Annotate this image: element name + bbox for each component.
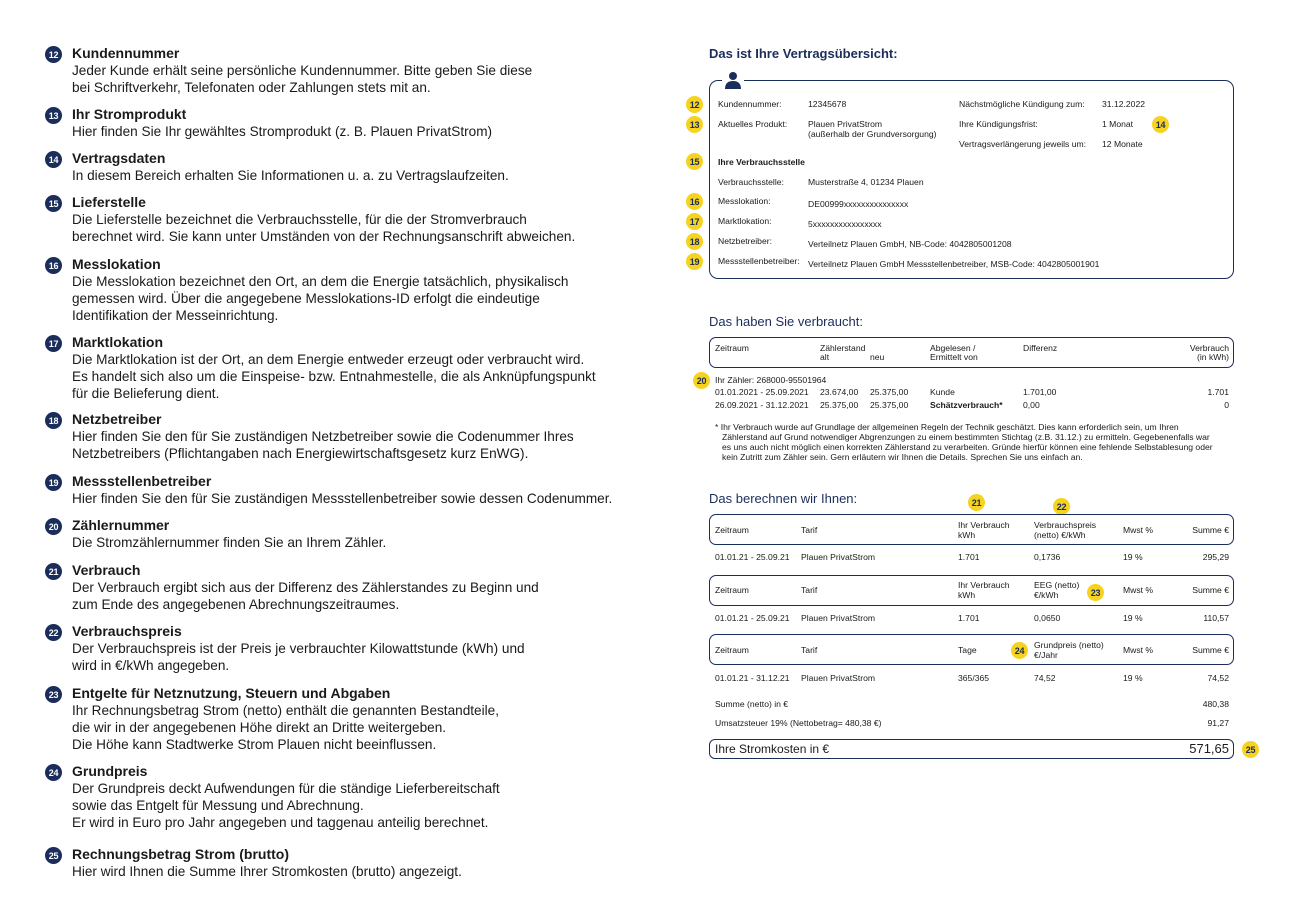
- melo: DE00999xxxxxxxxxxxxxxx: [808, 199, 909, 209]
- t3-days: 365/365: [958, 673, 990, 683]
- product-label: Aktuelles Produkt:: [718, 119, 788, 129]
- cons-row-1-new: 25.375,00: [870, 387, 909, 397]
- marker-22: 22: [1053, 498, 1070, 515]
- explanation-item: [72, 517, 652, 551]
- explanation-title: Ihr Stromprodukt: [72, 106, 187, 122]
- explanation-title: Netzbetreiber: [72, 411, 162, 427]
- explanation-text: [72, 273, 652, 324]
- malo: 5xxxxxxxxxxxxxxxx: [808, 219, 882, 229]
- explanation-item: [72, 106, 652, 140]
- customer-number: 12345678: [808, 99, 847, 109]
- explanation-item: [72, 763, 652, 831]
- explanation-text: [72, 863, 652, 880]
- explanation-line: Die Marktlokation ist der Ort, an dem Energie entweder erzeugt oder verbraucht wird.: [72, 352, 585, 367]
- explanation-title: Verbrauchspreis: [72, 623, 182, 639]
- col-diff: Differenz: [1023, 343, 1058, 353]
- explanation-text: [72, 211, 652, 245]
- explanation-item: [72, 846, 652, 880]
- billing-heading: Das berechnen wir Ihnen:: [709, 491, 858, 506]
- explanation-title: Verbrauch: [72, 562, 141, 578]
- explanation-number-25: 25: [45, 847, 62, 864]
- t3-tariff: Plauen PrivatStrom: [801, 673, 876, 683]
- explanation-number-13: 13: [45, 107, 62, 124]
- explanation-number-14: 14: [45, 151, 62, 168]
- explanation-item: [72, 562, 652, 613]
- t2-h-sum: Summe €: [1192, 585, 1229, 595]
- marker-21: 21: [968, 494, 985, 511]
- total-label: Ihre Stromkosten in €: [715, 742, 830, 756]
- t2-h-usage: Ihr Verbrauch: [958, 580, 1010, 590]
- cons-row-2-usage: 0: [1224, 400, 1229, 410]
- explanation-text: [72, 534, 652, 551]
- msb-label: Messstellenbetreiber:: [718, 256, 800, 266]
- explanation-line: Die Stromzählernummer finden Sie an Ihrem Zähler.: [72, 535, 387, 550]
- t3-h-vat: Mwst %: [1123, 645, 1154, 655]
- explanation-text: [72, 490, 652, 507]
- t1-h-usage: Ihr Verbrauch: [958, 520, 1010, 530]
- explanation-text: [72, 702, 652, 753]
- cons-row-1-usage: 1.701: [1207, 387, 1229, 397]
- explanation-number-16: 16: [45, 257, 62, 274]
- explanation-text: [72, 167, 652, 184]
- col-meter: Zählerstand: [820, 343, 866, 353]
- explanation-line: Netzbetreibers (Pflichtangaben nach Energiewirtschaftsgesetz kurz EnWG).: [72, 446, 529, 461]
- explanation-text: [72, 579, 652, 613]
- explanation-title: Lieferstelle: [72, 194, 146, 210]
- explanation-text: [72, 640, 652, 674]
- cons-row-1-read: Kunde: [930, 387, 955, 397]
- t1-sum: 295,29: [1202, 552, 1229, 562]
- col-usage-unit: (in kWh): [1197, 352, 1229, 362]
- t3-sum: 74,52: [1207, 673, 1229, 683]
- next-cancel-label: Nächstmögliche Kündigung zum:: [959, 99, 1085, 109]
- explanation-line: Hier finden Sie Ihr gewähltes Stromprodukt (z. B. Plauen PrivatStrom): [72, 124, 493, 139]
- explanation-item: [72, 194, 652, 245]
- explanation-line: gemessen wird. Über die angegebene Messlokations-ID erfolgt die eindeutige: [72, 291, 540, 306]
- t1-h-period: Zeitraum: [715, 525, 749, 535]
- marker-13: 13: [686, 116, 703, 133]
- t2-vat: 19 %: [1123, 613, 1143, 623]
- t2-period: 01.01.21 - 25.09.21: [715, 613, 790, 623]
- explanation-title: Grundpreis: [72, 763, 148, 779]
- product: Plauen PrivatStrom: [808, 119, 883, 129]
- melo-label: Messlokation:: [718, 196, 771, 206]
- t2-eeg: 0,0650: [1034, 613, 1061, 623]
- t2-h-vat: Mwst %: [1123, 585, 1154, 595]
- col-read: Abgelesen /: [930, 343, 976, 353]
- t1-usage: 1.701: [958, 552, 980, 562]
- explanation-number-12: 12: [45, 46, 62, 63]
- t3-h-days: Tage: [958, 645, 977, 655]
- marker-16: 16: [686, 193, 703, 210]
- explanation-line: Er wird in Euro pro Jahr angegeben und taggenau anteilig berechnet.: [72, 815, 489, 830]
- t3-h-sum: Summe €: [1192, 645, 1229, 655]
- explanation-item: [72, 411, 652, 462]
- t2-h-usage-unit: kWh: [958, 590, 976, 600]
- t2-sum: 110,57: [1203, 613, 1229, 623]
- notice-label: Ihre Kündigungsfrist:: [959, 119, 1038, 129]
- col-usage: Verbrauch: [1189, 343, 1229, 353]
- t3-h-base: Grundpreis (netto): [1034, 640, 1104, 650]
- contract-box: [709, 80, 1234, 279]
- t2-h-eeg: EEG (netto): [1034, 580, 1080, 590]
- cons-row-1-period: 01.01.2021 - 25.09.2021: [715, 387, 809, 397]
- explanation-text: [72, 780, 652, 831]
- cons-row-2-period: 26.09.2021 - 31.12.2021: [715, 400, 809, 410]
- explanation-line: Der Verbrauch ergibt sich aus der Differenz des Zählerstandes zu Beginn und: [72, 580, 539, 595]
- t3-h-period: Zeitraum: [715, 645, 749, 655]
- cons-row-2-old: 25.375,00: [820, 400, 859, 410]
- explanation-number-22: 22: [45, 624, 62, 641]
- explanation-line: In diesem Bereich erhalten Sie Informationen u. a. zu Vertragslaufzeiten.: [72, 168, 509, 183]
- explanation-line: Hier wird Ihnen die Summe Ihrer Stromkosten (brutto) angezeigt.: [72, 864, 462, 879]
- marker-18: 18: [686, 233, 703, 250]
- explanation-line: Der Grundpreis deckt Aufwendungen für die ständige Lieferbereitschaft: [72, 781, 500, 796]
- cons-row-1-old: 23.674,00: [820, 387, 859, 397]
- vat-label: Umsatzsteuer 19% (Nettobetrag= 480,38 €): [715, 718, 882, 728]
- explanation-item: [72, 150, 652, 184]
- marker-25: 25: [1242, 741, 1259, 758]
- marker-17: 17: [686, 213, 703, 230]
- explanation-number-17: 17: [45, 335, 62, 352]
- explanation-line: Hier finden Sie den für Sie zuständigen Netzbetreiber sowie die Codenummer Ihres: [72, 429, 574, 444]
- t1-h-price: Verbrauchspreis: [1034, 520, 1097, 530]
- explanation-number-21: 21: [45, 563, 62, 580]
- footnote-line-2: Zählerstand auf Grund notwendiger Abgrenzungen zu einem bestimmten Stichtag (z.B. 31.12.) zu ermitteln. Gegebenenfalls war: [722, 432, 1210, 442]
- explanation-line: Identifikation der Messeinrichtung.: [72, 308, 279, 323]
- t1-vat: 19 %: [1123, 552, 1143, 562]
- explanation-text: [72, 62, 652, 96]
- t2-tariff: Plauen PrivatStrom: [801, 613, 876, 623]
- t1-h-usage-unit: kWh: [958, 530, 976, 540]
- contract-heading: Das ist Ihre Vertragsübersicht:: [709, 46, 898, 61]
- explanation-line: die wir in der angegebenen Höhe direkt an Dritte weitergeben.: [72, 720, 447, 735]
- cons-row-2-read: Schätzverbrauch*: [930, 400, 1003, 410]
- t1-tariff: Plauen PrivatStrom: [801, 552, 876, 562]
- meter-line: Ihr Zähler: 268000-95501964: [715, 375, 827, 385]
- explanation-title: Rechnungsbetrag Strom (brutto): [72, 846, 289, 862]
- explanation-text: [72, 123, 652, 140]
- explanation-line: wird in €/kWh angegeben.: [72, 658, 230, 673]
- net-sum: 480,38: [1202, 699, 1229, 709]
- explanation-number-23: 23: [45, 686, 62, 703]
- explanation-line: für die Belieferung dient.: [72, 386, 220, 401]
- explanation-number-15: 15: [45, 195, 62, 212]
- footnote-line-1: * Ihr Verbrauch wurde auf Grundlage der allgemeinen Regeln der Technik geschätzt. Dies kann erforderlich sein, um Ihren: [715, 422, 1179, 432]
- t3-h-tariff: Tarif: [801, 645, 818, 655]
- notice: 1 Monat: [1102, 119, 1134, 129]
- explanation-line: Jeder Kunde erhält seine persönliche Kundennummer. Bitte geben Sie diese: [72, 63, 533, 78]
- cons-row-2-new: 25.375,00: [870, 400, 909, 410]
- site-label: Verbrauchsstelle:: [718, 177, 784, 187]
- explanation-title: Messlokation: [72, 256, 161, 272]
- marker-15: 15: [686, 153, 703, 170]
- footnote-line-4: kein Zutritt zum Zähler sein. Gern erläutern wir Ihnen die Details. Sprechen Sie uns einfach an.: [722, 452, 1083, 462]
- explanation-line: berechnet wird. Sie kann unter Umständen von der Rechnungsanschrift abweichen.: [72, 229, 576, 244]
- grid-label: Netzbetreiber:: [718, 236, 772, 246]
- customer-number-label: Kundennummer:: [718, 99, 782, 109]
- col-period: Zeitraum: [715, 343, 749, 353]
- explanation-number-18: 18: [45, 412, 62, 429]
- marker-14: 14: [1152, 116, 1169, 133]
- explanation-number-20: 20: [45, 518, 62, 535]
- explanation-line: Hier finden Sie den für Sie zuständigen Messstellenbetreiber sowie dessen Codenummer.: [72, 491, 613, 506]
- marker-12: 12: [686, 96, 703, 113]
- explanation-line: Der Verbrauchspreis ist der Preis je verbrauchter Kilowattstunde (kWh) und: [72, 641, 525, 656]
- site-heading: Ihre Verbrauchsstelle: [718, 157, 805, 167]
- explanation-title: Marktlokation: [72, 334, 164, 350]
- marker-19: 19: [686, 253, 703, 270]
- msb: Verteilnetz Plauen GmbH Messstellenbetreiber, MSB-Code: 4042805001901: [808, 259, 1100, 269]
- explanation-text: [72, 428, 652, 462]
- t2-h-tariff: Tarif: [801, 585, 818, 595]
- product-note: (außerhalb der Grundversorgung): [808, 129, 937, 139]
- site: Musterstraße 4, 01234 Plauen: [808, 177, 924, 187]
- t1-period: 01.01.21 - 25.09.21: [715, 552, 790, 562]
- consumption-heading: Das haben Sie verbraucht:: [709, 314, 863, 329]
- marker-23: 23: [1087, 584, 1104, 601]
- grid-operator: Verteilnetz Plauen GmbH, NB-Code: 4042805001208: [808, 239, 1012, 249]
- next-cancel: 31.12.2022: [1102, 99, 1146, 109]
- col-old: alt: [820, 352, 830, 362]
- t2-h-period: Zeitraum: [715, 585, 749, 595]
- explanation-line: zum Ende des angegebenen Abrechnungszeitraumes.: [72, 597, 400, 612]
- col-read-2: Ermittelt von: [930, 352, 978, 362]
- t3-vat: 19 %: [1123, 673, 1143, 683]
- cons-row-1-diff: 1.701,00: [1023, 387, 1057, 397]
- extension-label: Vertragsverlängerung jeweils um:: [959, 139, 1087, 149]
- explanation-title: Kundennummer: [72, 45, 180, 61]
- person-icon: [722, 70, 744, 90]
- explanation-line: Die Höhe kann Stadtwerke Strom Plauen nicht beeinflussen.: [72, 737, 437, 752]
- explanation-item: [72, 473, 652, 507]
- explanation-title: Entgelte für Netznutzung, Steuern und Abgaben: [72, 685, 391, 701]
- explanation-title: Zählernummer: [72, 517, 170, 533]
- explanation-item: [72, 623, 652, 674]
- t1-h-price-unit: (netto) €/kWh: [1034, 530, 1086, 540]
- t1-price: 0,1736: [1034, 552, 1061, 562]
- explanation-line: Die Lieferstelle bezeichnet die Verbrauchsstelle, für die der Stromverbrauch: [72, 212, 527, 227]
- explanation-number-19: 19: [45, 474, 62, 491]
- net-label: Summe (netto) in €: [715, 699, 789, 709]
- explanation-text: [72, 351, 652, 402]
- explanation-title: Vertragsdaten: [72, 150, 166, 166]
- footnote-line-3: es uns auch nicht möglich einen korrekten Zählerstand zu verarbeiten. Gründe hierfür können eine fehlende Selbstablesung oder: [722, 442, 1213, 452]
- col-new: neu: [870, 352, 885, 362]
- marker-20: 20: [693, 372, 710, 389]
- explanation-title: Messstellenbetreiber: [72, 473, 212, 489]
- t3-h-base-unit: €/Jahr: [1034, 650, 1058, 660]
- t1-h-tariff: Tarif: [801, 525, 818, 535]
- t1-h-sum: Summe €: [1192, 525, 1229, 535]
- extension: 12 Monate: [1102, 139, 1143, 149]
- explanation-line: Die Messlokation bezeichnet den Ort, an dem die Energie tatsächlich, physikalisch: [72, 274, 569, 289]
- explanation-number-24: 24: [45, 764, 62, 781]
- cons-row-2-diff: 0,00: [1023, 400, 1040, 410]
- total-amount: 571,65: [1189, 741, 1229, 756]
- explanation-line: Es handelt sich also um die Einspeise- bzw. Entnahmestelle, die als Anknüpfungspunkt: [72, 369, 596, 384]
- t2-usage: 1.701: [958, 613, 980, 623]
- explanation-line: Ihr Rechnungsbetrag Strom (netto) enthält die genannten Bestandteile,: [72, 703, 499, 718]
- t1-h-vat: Mwst %: [1123, 525, 1154, 535]
- t3-period: 01.01.21 - 31.12.21: [715, 673, 790, 683]
- malo-label: Marktlokation:: [718, 216, 772, 226]
- explanation-item: [72, 685, 652, 753]
- explanation-item: [72, 256, 652, 324]
- explanation-item: [72, 45, 652, 96]
- t2-h-eeg-unit: €/kWh: [1034, 590, 1059, 600]
- marker-24: 24: [1011, 642, 1028, 659]
- explanation-line: bei Schriftverkehr, Telefonaten oder Zahlungen stets mit an.: [72, 80, 431, 95]
- t3-base: 74,52: [1034, 673, 1056, 683]
- vat-sum: 91,27: [1207, 718, 1229, 728]
- explanation-item: [72, 334, 652, 402]
- explanation-line: sowie das Entgelt für Messung und Abrechnung.: [72, 798, 364, 813]
